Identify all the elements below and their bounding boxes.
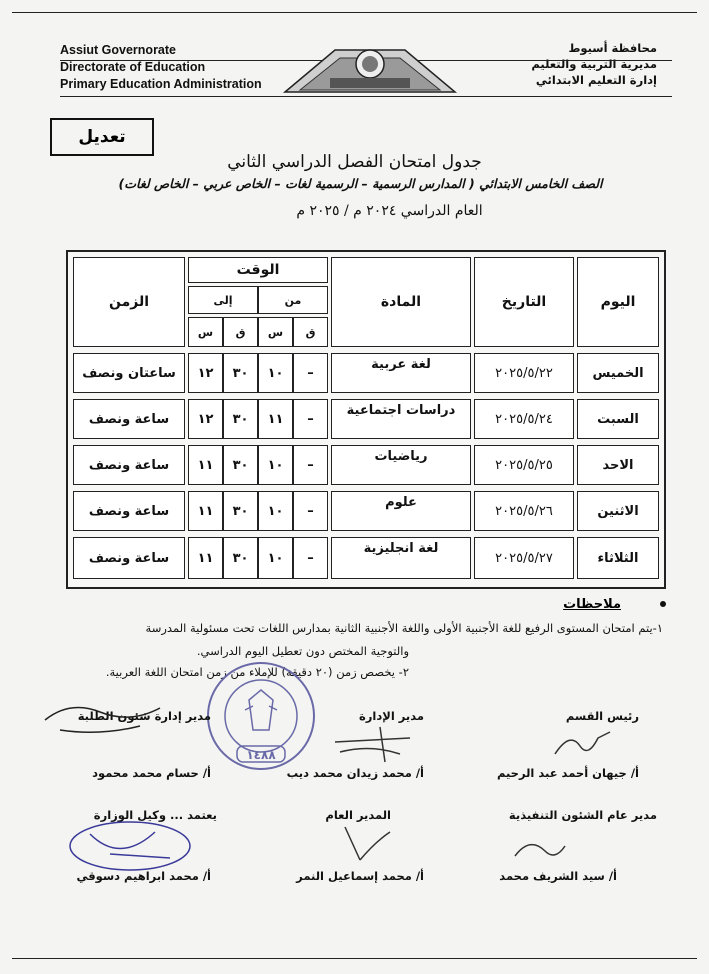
row-1-subject: لغة عربية bbox=[331, 353, 471, 393]
signature-general-director bbox=[330, 822, 400, 864]
row-3-from-minute: – bbox=[293, 445, 328, 485]
notes-title: ملاحظات bbox=[563, 597, 621, 612]
row-2-duration: ساعة ونصف bbox=[73, 399, 185, 439]
row-2-to-hour: ١٢ bbox=[188, 399, 223, 439]
exam-table bbox=[66, 250, 666, 589]
sig-name-executive-director: أ/ سيد الشريف محمد bbox=[499, 869, 617, 883]
row-4-subject: علوم bbox=[331, 491, 471, 531]
sig-name-student-affairs: أ/ حسام محمد محمود bbox=[92, 766, 211, 780]
row-5-subject: لغة انجليزية bbox=[331, 537, 471, 579]
notes-bullet-icon bbox=[660, 601, 666, 607]
row-1-day: الخميس bbox=[577, 353, 659, 393]
header-to-minute: ق bbox=[223, 317, 258, 347]
row-1-from-hour: ١٠ bbox=[258, 353, 293, 393]
sig-name-section-head: أ/ جيهان أحمد عبد الرحيم bbox=[496, 766, 639, 780]
header-from: من bbox=[258, 286, 328, 314]
revision-label: تعديل bbox=[50, 118, 154, 156]
row-5-from-minute: – bbox=[293, 537, 328, 579]
sig-name-undersecretary: أ/ محمد ابراهيم دسوقي bbox=[76, 869, 211, 883]
row-5-to-minute: ٣٠ bbox=[223, 537, 258, 579]
row-5-from-hour: ١٠ bbox=[258, 537, 293, 579]
row-5-day: الثلاثاء bbox=[577, 537, 659, 579]
top-border bbox=[12, 4, 697, 13]
signature-section-head bbox=[550, 726, 620, 762]
signature-student-affairs bbox=[40, 700, 190, 740]
row-1-duration: ساعتان ونصف bbox=[73, 353, 185, 393]
note-1: ١-يتم امتحان المستوى الرفيع للغة الأجنبية الأولى واللغة الأجنبية الثانية بمدارس اللغات تحت مسئولية المدرسة bbox=[145, 621, 663, 635]
row-2-subject: دراسات اجتماعية bbox=[331, 399, 471, 439]
sig-title-student-affairs: مدير إدارة شئون الطلبة bbox=[77, 709, 211, 723]
row-3-duration: ساعة ونصف bbox=[73, 445, 185, 485]
row-1-date: ٢٠٢٥/٥/٢٢ bbox=[474, 353, 574, 393]
row-1-from-minute: – bbox=[293, 353, 328, 393]
bottom-border bbox=[12, 958, 697, 959]
sig-title-general-director: المدير العام bbox=[325, 808, 391, 822]
signature-undersecretary bbox=[60, 814, 200, 876]
row-3-to-minute: ٣٠ bbox=[223, 445, 258, 485]
header-from-hour: س bbox=[258, 317, 293, 347]
row-4-to-hour: ١١ bbox=[188, 491, 223, 531]
sig-title-undersecretary: يعتمد ... وكيل الوزارة bbox=[93, 808, 217, 822]
schedule-title: جدول امتحان الفصل الدراسي الثاني bbox=[227, 152, 482, 172]
header-from-minute: ق bbox=[293, 317, 328, 347]
sig-title-section-head: رئيس القسم bbox=[565, 709, 639, 723]
signature-executive-director bbox=[505, 826, 575, 866]
header-date: التاريخ bbox=[474, 257, 574, 347]
header-subject: المادة bbox=[331, 257, 471, 347]
sig-title-executive-director: مدير عام الشئون التنفيذية bbox=[508, 808, 657, 822]
header-to: إلى bbox=[188, 286, 258, 314]
header-en-line-3: Primary Education Administration bbox=[60, 77, 262, 91]
header-ar-line-1: محافظة أسيوط bbox=[568, 41, 657, 55]
row-2-day: السبت bbox=[577, 399, 659, 439]
row-5-date: ٢٠٢٥/٥/٢٧ bbox=[474, 537, 574, 579]
header-time: الوقت bbox=[188, 257, 328, 283]
note-2: ٢- يخصص زمن (٢٠ دقيقة) للإملاء من زمن امتحان اللغة العربية. bbox=[105, 665, 409, 679]
sig-name-admin-director: أ/ محمد زيدان محمد ديب bbox=[286, 766, 424, 780]
header-en-line-1: Assiut Governorate bbox=[60, 43, 177, 57]
row-4-to-minute: ٣٠ bbox=[223, 491, 258, 531]
row-4-day: الاثنين bbox=[577, 491, 659, 531]
schedule-subtitle: الصف الخامس الابتدائي ( المدارس الرسمية – الرسمية لغات – الخاص عربي – الخاص لغات) bbox=[118, 176, 603, 191]
row-3-day: الاحد bbox=[577, 445, 659, 485]
row-2-from-hour: ١١ bbox=[258, 399, 293, 439]
header-duration: الزمن bbox=[73, 257, 185, 347]
row-3-subject: رياضيات bbox=[331, 445, 471, 485]
header-to-hour: س bbox=[188, 317, 223, 347]
sig-title-admin-director: مدير الإدارة bbox=[359, 709, 424, 723]
header-arabic bbox=[531, 40, 657, 88]
header-ar-line-2: مديرية التربية والتعليم bbox=[531, 57, 657, 71]
header-day: اليوم bbox=[577, 257, 659, 347]
row-1-to-minute: ٣٠ bbox=[223, 353, 258, 393]
sig-name-general-director: أ/ محمد إسماعيل النمر bbox=[296, 869, 424, 883]
row-2-date: ٢٠٢٥/٥/٢٤ bbox=[474, 399, 574, 439]
row-5-duration: ساعة ونصف bbox=[73, 537, 185, 579]
row-2-from-minute: – bbox=[293, 399, 328, 439]
row-5-to-hour: ١١ bbox=[188, 537, 223, 579]
row-4-from-minute: – bbox=[293, 491, 328, 531]
row-4-date: ٢٠٢٥/٥/٢٦ bbox=[474, 491, 574, 531]
stamp-number: ١٤٨٨ bbox=[246, 748, 276, 762]
header-en-line-2: Directorate of Education bbox=[60, 60, 206, 74]
signature-admin-director bbox=[330, 722, 420, 764]
note-1-continued: والتوجية المختص دون تعطيل اليوم الدراسي. bbox=[196, 644, 409, 658]
row-2-to-minute: ٣٠ bbox=[223, 399, 258, 439]
row-4-duration: ساعة ونصف bbox=[73, 491, 185, 531]
academic-year: العام الدراسي ٢٠٢٤ م / ٢٠٢٥ م bbox=[296, 203, 483, 219]
row-4-from-hour: ١٠ bbox=[258, 491, 293, 531]
ministry-logo bbox=[275, 40, 465, 98]
header-ar-line-3: إدارة التعليم الابتدائي bbox=[535, 73, 657, 87]
row-1-to-hour: ١٢ bbox=[188, 353, 223, 393]
row-3-to-hour: ١١ bbox=[188, 445, 223, 485]
row-3-date: ٢٠٢٥/٥/٢٥ bbox=[474, 445, 574, 485]
row-3-from-hour: ١٠ bbox=[258, 445, 293, 485]
header-english bbox=[60, 42, 262, 93]
